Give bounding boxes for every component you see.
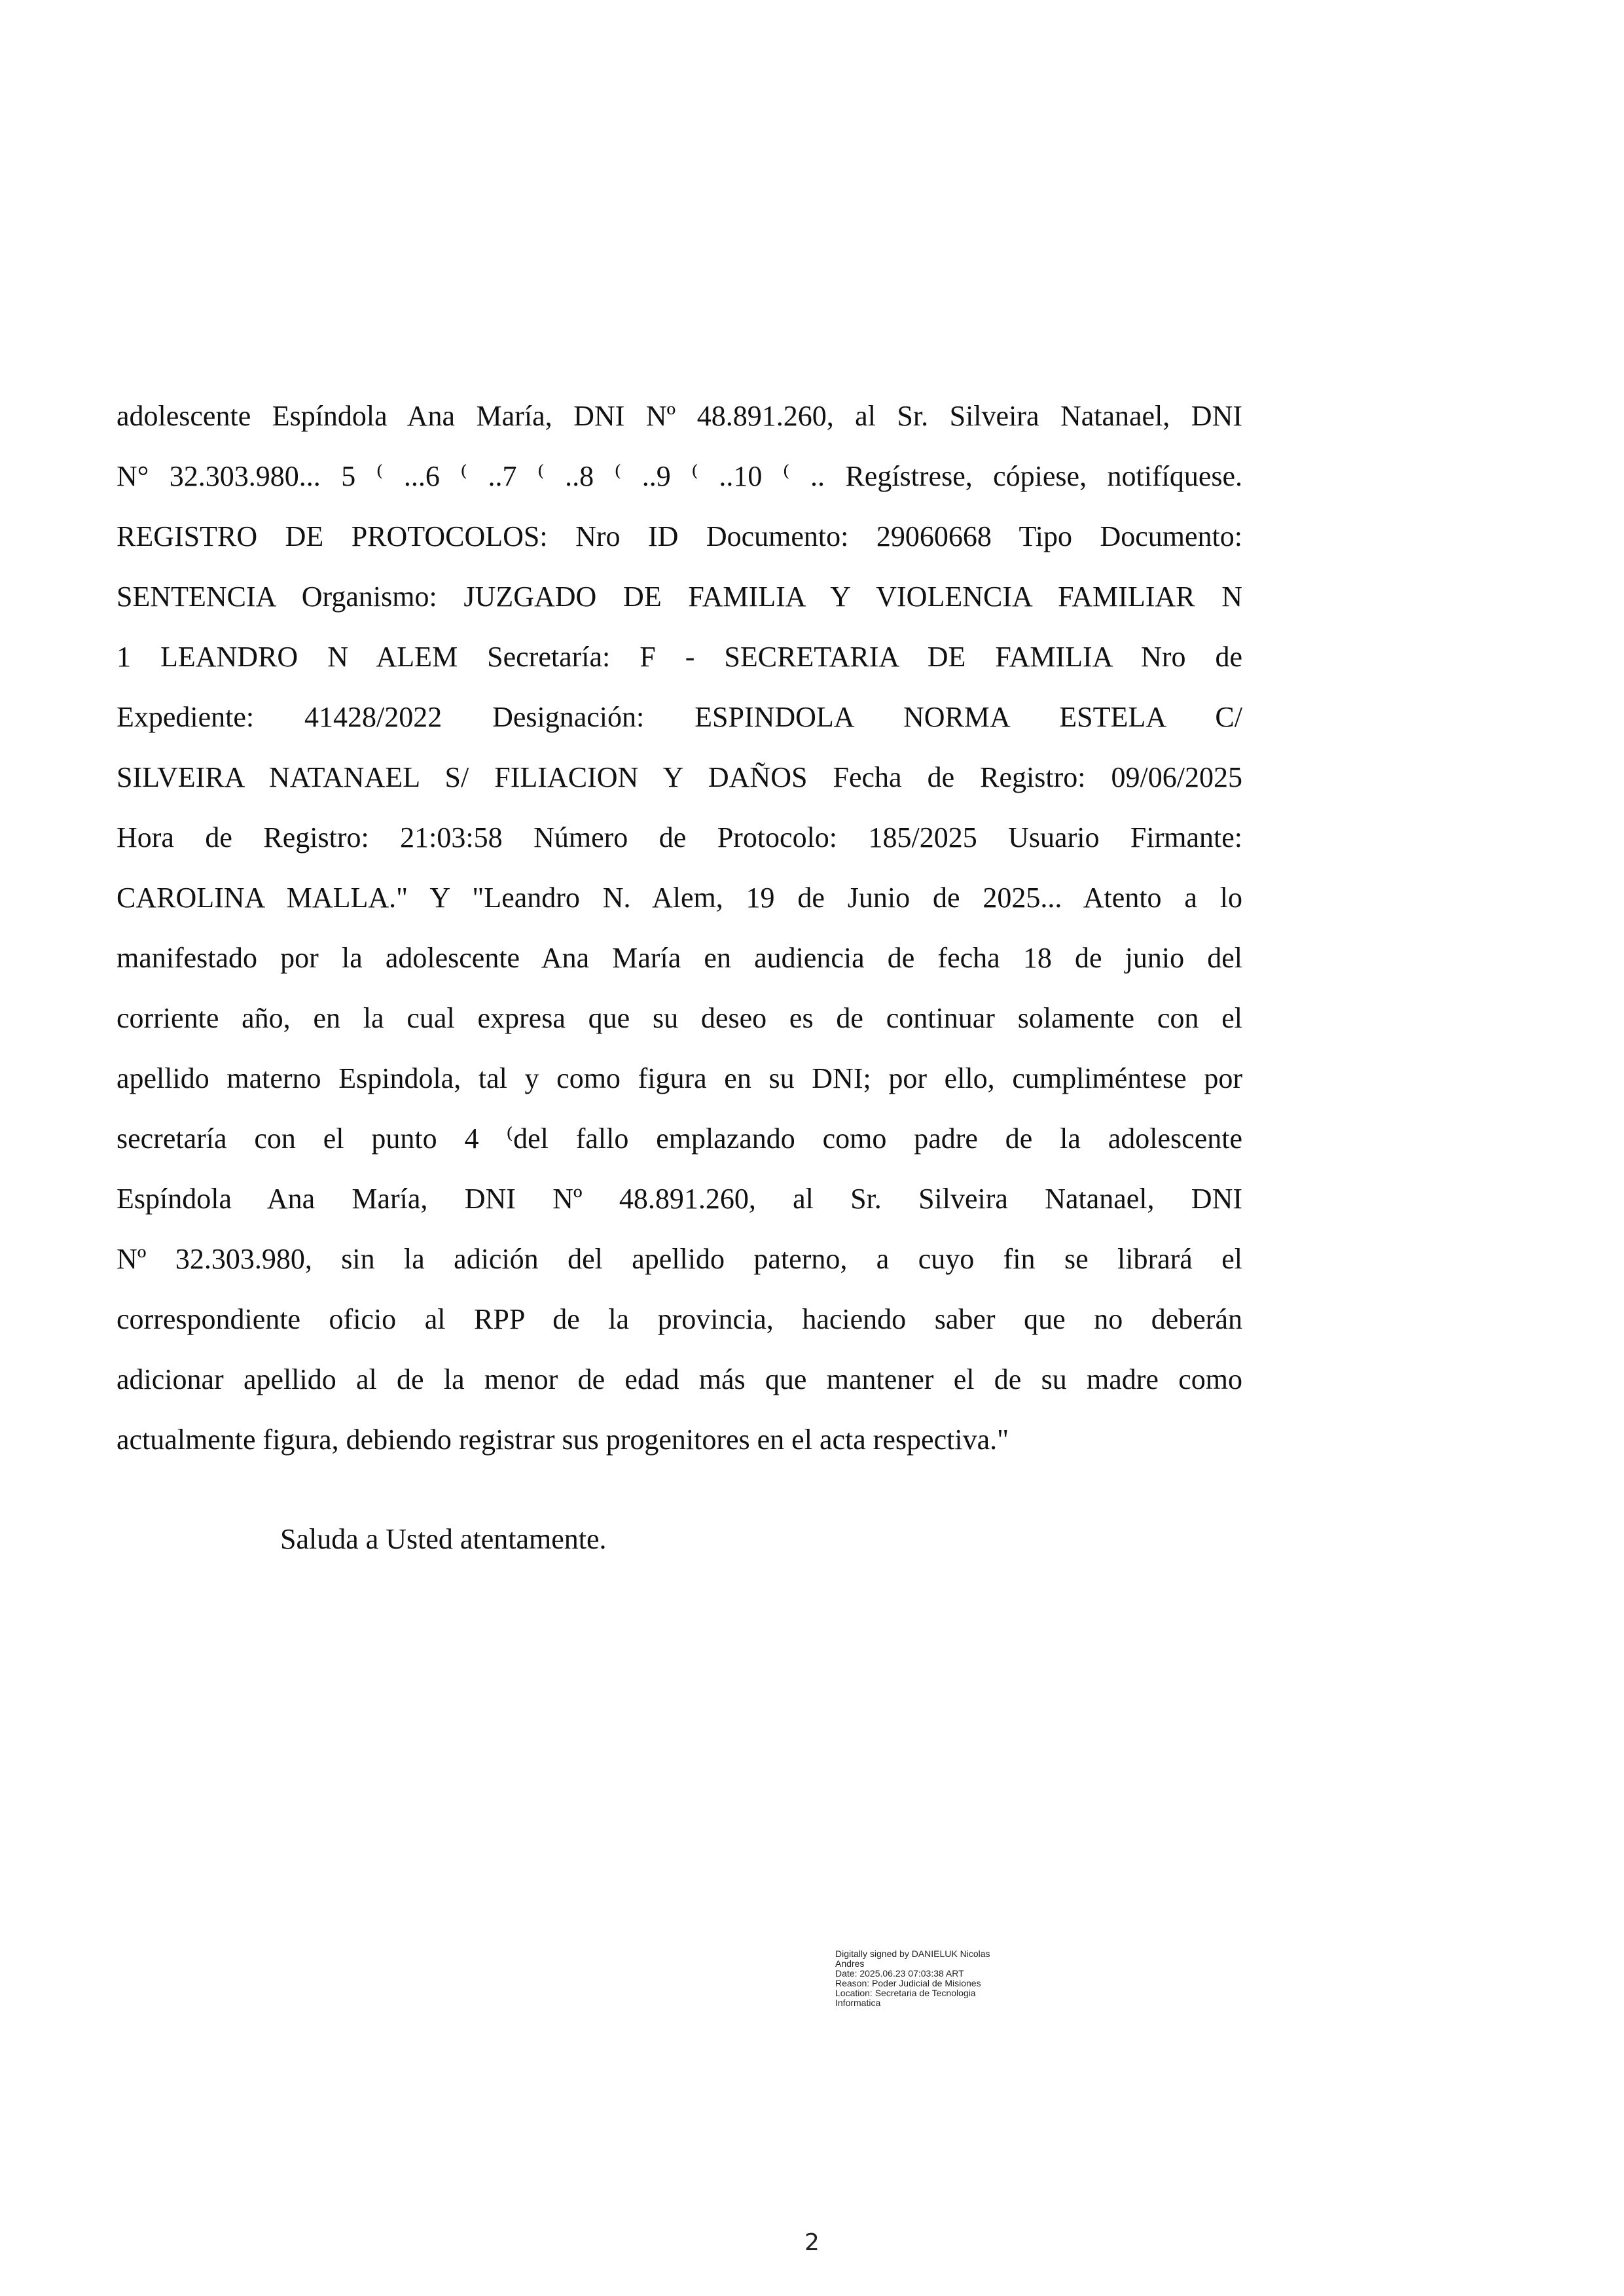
body-text-line: CAROLINA MALLA." Y "Leandro N. Alem, 19 de Junio de 2025... Atento a lo: [117, 882, 1242, 914]
body-text-line: Expediente: 41428/2022 Designación: ESPINDOLA NORMA ESTELA C/: [117, 701, 1242, 733]
signature-line: Location: Secretaria de Tecnologia: [835, 1988, 976, 1998]
body-text-line: corriente año, en la cual expresa que su deseo es de continuar solamente con el: [117, 1002, 1242, 1034]
page-number: 2: [804, 2229, 820, 2256]
body-text-line: Nº 32.303.980, sin la adición del apellido paterno, a cuyo fin se librará el: [117, 1243, 1242, 1275]
body-text-line: actualmente figura, debiendo registrar sus progenitores en el acta respectiva.": [117, 1424, 1009, 1456]
signature-line: Date: 2025.06.23 07:03:38 ART: [835, 1968, 964, 1979]
body-text-line: apellido materno Espindola, tal y como figura en su DNI; por ello, cumpliméntese por: [117, 1062, 1242, 1094]
body-text-line: N° 32.303.980... 5 ⁽ ...6 ⁽ ..7 ⁽ ..8 ⁽ ..9 ⁽ ..10 ⁽ .. Regístrese, cópiese, notifíquese.: [117, 460, 1242, 492]
closing-salutation: Saluda a Usted atentamente.: [280, 1523, 607, 1555]
body-text-line: manifestado por la adolescente Ana María en audiencia de fecha 18 de junio del: [117, 942, 1242, 974]
body-text-line: adolescente Espíndola Ana María, DNI Nº 48.891.260, al Sr. Silveira Natanael, DNI: [117, 400, 1242, 432]
body-text-line: secretaría con el punto 4 ⁽del fallo emplazando como padre de la adolescente: [117, 1122, 1242, 1155]
signature-line: Informatica: [835, 1998, 881, 2008]
signature-line: Andres: [835, 1958, 865, 1969]
body-text-line: Espíndola Ana María, DNI Nº 48.891.260, al Sr. Silveira Natanael, DNI: [117, 1183, 1242, 1215]
signature-line: Digitally signed by DANIELUK Nicolas: [835, 1948, 990, 1959]
digital-signature-block: [835, 1949, 1058, 2008]
body-text-line: SENTENCIA Organismo: JUZGADO DE FAMILIA Y VIOLENCIA FAMILIAR N: [117, 581, 1242, 613]
signature-line: Reason: Poder Judicial de Misiones: [835, 1978, 981, 1988]
body-text-line: REGISTRO DE PROTOCOLOS: Nro ID Documento: 29060668 Tipo Documento:: [117, 520, 1242, 552]
body-text-line: Hora de Registro: 21:03:58 Número de Protocolo: 185/2025 Usuario Firmante:: [117, 821, 1242, 853]
body-text-line: correspondiente oficio al RPP de la provincia, haciendo saber que no deberán: [117, 1303, 1242, 1335]
body-text-line: 1 LEANDRO N ALEM Secretaría: F - SECRETARIA DE FAMILIA Nro de: [117, 641, 1242, 673]
body-text-line: adicionar apellido al de la menor de edad más que mantener el de su madre como: [117, 1363, 1242, 1395]
body-text-line: SILVEIRA NATANAEL S/ FILIACION Y DAÑOS Fecha de Registro: 09/06/2025: [117, 761, 1242, 793]
